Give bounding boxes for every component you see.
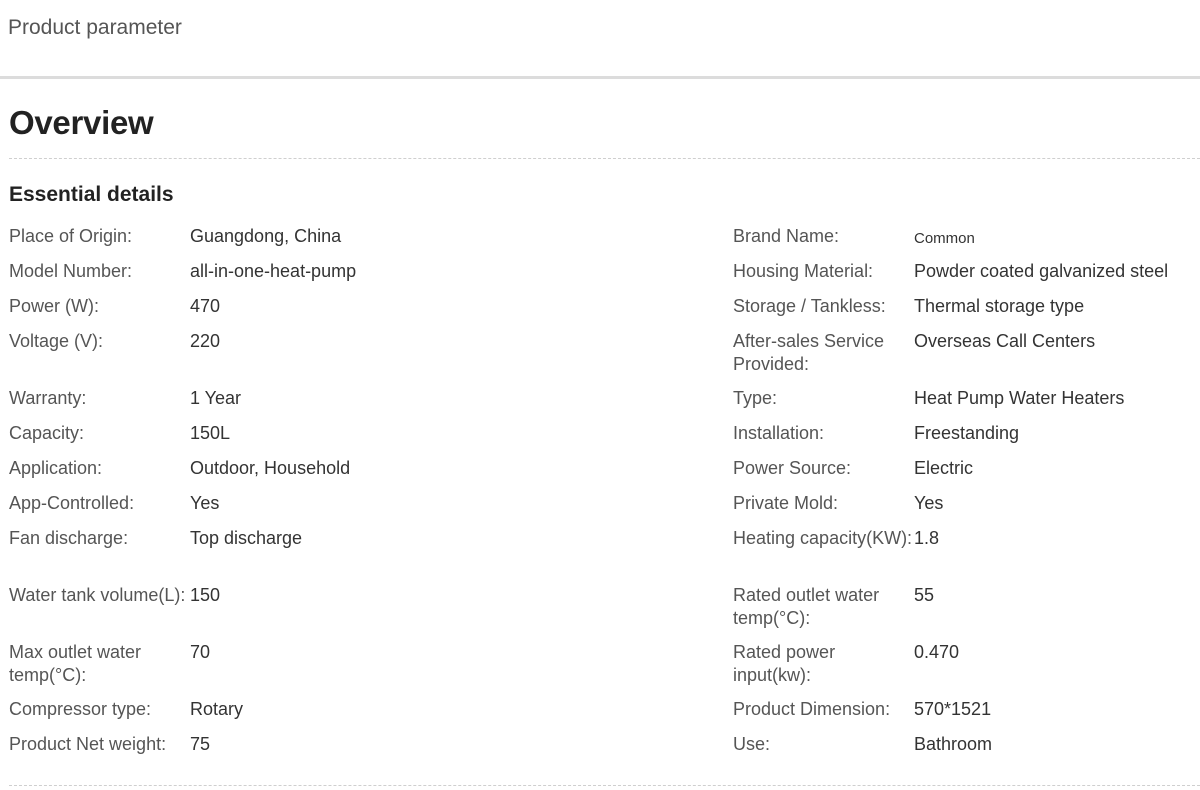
page-title: Overview [9,104,154,141]
detail-label: Power (W): [9,296,99,316]
detail-label: Type: [733,388,778,408]
detail-label: Compressor type: [9,699,152,719]
details-row [9,259,1200,294]
detail-value: 570*1521 [914,699,992,719]
detail-label: Housing Material: [733,261,874,281]
detail-value: Overseas Call Centers [914,331,1096,351]
detail-value: Thermal storage type [914,296,1085,316]
detail-label: Fan discharge: [9,528,129,548]
detail-label: App-Controlled: [9,493,135,513]
divider [9,158,1200,159]
detail-value: 150 [190,585,221,605]
details-row [9,732,1200,767]
detail-label: Water tank volume(L): [9,585,186,605]
detail-label: Warranty: [9,388,87,408]
detail-value: Guangdong, China [190,226,342,246]
detail-value: Powder coated galvanized steel [914,261,1169,281]
detail-label: Installation: [733,423,825,443]
detail-label: Product Net weight: [9,734,167,754]
detail-label: Storage / Tankless: [733,296,886,316]
detail-value: Outdoor, Household [190,458,351,478]
detail-label: Max outlet water temp(°C): [9,642,142,685]
divider [9,785,1200,786]
details-row [9,640,1200,697]
detail-value: 220 [190,331,221,351]
detail-label: Application: [9,458,103,478]
detail-label: Brand Name: [733,226,840,246]
detail-value: 470 [190,296,221,316]
detail-value: 0.470 [914,642,960,662]
detail-label: Rated outlet water temp(°C): [733,585,880,628]
details-row [9,456,1200,491]
detail-label: Heating capacity(KW): [733,528,913,548]
tab-product-parameter[interactable]: Product parameter [8,16,182,39]
detail-value: Bathroom [914,734,993,754]
detail-value: Rotary [190,699,244,719]
detail-label: Power Source: [733,458,852,478]
detail-value: 1 Year [190,388,242,408]
detail-value: 150L [190,423,231,443]
tab-bar [0,0,1200,79]
details-row [9,526,1200,583]
details-row [9,697,1200,732]
detail-value: 1.8 [914,528,940,548]
details-row [9,421,1200,456]
detail-value: Common [914,230,975,247]
detail-label: Rated power input(kw): [733,642,836,685]
detail-label: Place of Origin: [9,226,133,246]
details-grid [9,224,1200,767]
detail-value: 70 [190,642,211,662]
detail-value: all-in-one-heat-pump [190,261,357,281]
details-row [9,224,1200,259]
detail-value: Yes [914,493,944,513]
detail-value: 55 [914,585,935,605]
detail-label: Voltage (V): [9,331,104,351]
detail-label: After-sales Service Provided: [733,331,885,374]
detail-label: Private Mold: [733,493,839,513]
details-row [9,294,1200,329]
detail-value: Heat Pump Water Heaters [914,388,1125,408]
detail-label: Capacity: [9,423,85,443]
details-row [9,329,1200,386]
detail-value: Freestanding [914,423,1020,443]
section-title: Essential details [9,183,174,206]
detail-label: Model Number: [9,261,133,281]
details-row [9,583,1200,640]
details-row [9,491,1200,526]
detail-value: Top discharge [190,528,303,548]
detail-label: Use: [733,734,771,754]
detail-value: Electric [914,458,974,478]
detail-value: Yes [190,493,220,513]
detail-label: Product Dimension: [733,699,891,719]
detail-value: 75 [190,734,211,754]
details-row [9,386,1200,421]
